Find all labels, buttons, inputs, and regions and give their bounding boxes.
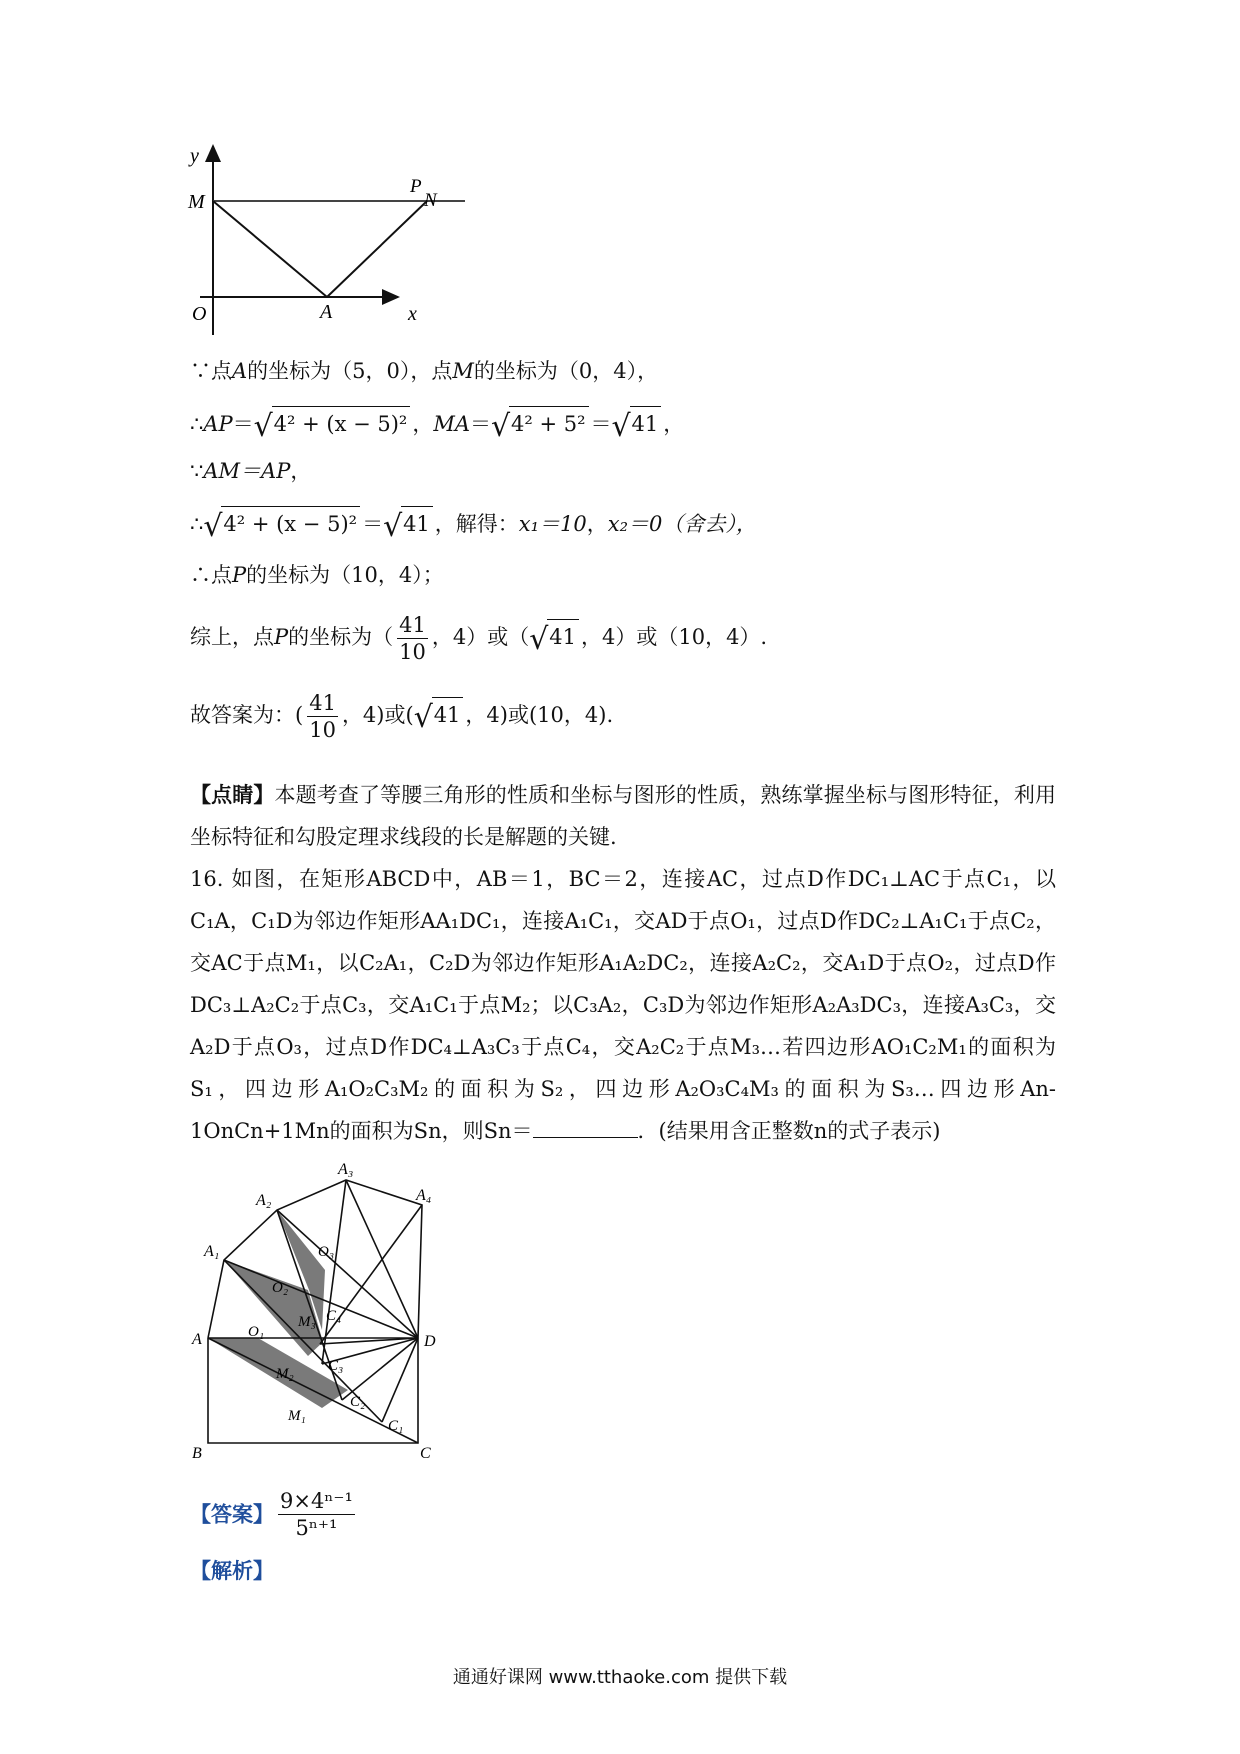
comment-paragraph <box>190 774 1056 858</box>
text: ，4）或（ <box>431 625 530 649</box>
problem-16 <box>190 858 1056 1152</box>
sqrt-expression: √ 4² + (x − 5)² <box>254 406 411 439</box>
text: 的坐标为（5，0），点 <box>247 359 453 383</box>
label-O3: O₃ <box>318 1244 335 1260</box>
solution-line-5 <box>190 560 444 590</box>
therefore-symbol: ∴ <box>190 512 204 536</box>
root-x1: x₁＝10 <box>518 512 587 536</box>
comma: ， <box>663 412 685 436</box>
text: 综上，点 <box>190 625 274 649</box>
equals: ＝ <box>362 512 384 536</box>
label-O2: O₂ <box>272 1280 289 1296</box>
label-A1: A₁ <box>204 1243 220 1260</box>
coordinate-figure <box>180 140 480 340</box>
solution-line-3 <box>190 456 311 486</box>
var-a: A <box>232 359 248 383</box>
solution-line-1 <box>190 356 658 386</box>
because-symbol: ∵ <box>190 459 204 483</box>
label-A: A <box>192 1331 202 1348</box>
text: 的坐标为（0，4）， <box>473 359 659 383</box>
text: 的坐标为（ <box>288 625 394 649</box>
answer-blank <box>533 1117 638 1138</box>
sqrt-41: √ 41 <box>612 406 662 439</box>
text: ∵点 <box>190 359 232 383</box>
label-C4: C₄ <box>326 1308 342 1324</box>
therefore-symbol: ∴ <box>190 412 204 436</box>
label-a: A <box>320 301 333 323</box>
text: ，4）或（10，4）. <box>580 625 768 649</box>
sqrt-expression: √ 4² + (x − 5)² <box>203 506 360 539</box>
label-n: N <box>424 190 437 211</box>
label-x: x <box>408 303 417 325</box>
analysis-tag: 【解析】 <box>190 1558 274 1583</box>
answer-line <box>190 1488 359 1541</box>
equation: AM＝AP <box>203 459 291 483</box>
label-D: D <box>424 1333 436 1350</box>
solution-line-4 <box>190 506 757 544</box>
solution-line-2 <box>190 406 685 444</box>
problem-16-text: 16. 如图，在矩形ABCD中，AB＝1，BC＝2，连接AC，过点D作DC₁⊥AC于点C₁，以C₁A，C₁D为邻边作矩形AA₁DC₁，连接A₁C₁，交AD于点O₁，过点D作DC₂⊥A₁C₁于点C₂，交AC于点M₁，以C₂A₁，C₂D为邻边作矩形A₁A₂DC₂，连接A₂C₂，交A₁D于点O₂，过点D作DC₃⊥A₂C₂于点C₃，交A₁C₁于点M₂；以C₃A₂，C₃D为邻边作矩形A₂A₃DC₃，连接A₃C₃，交A₂D于点O₃，过点D作DC₄⊥A₃C₃于点C₄，交A₂C₂于点M₃…若四边形AO₁C₂M₁的面积为S₁，四边形A₁O₂C₃M₂的面积为S₂，四边形A₂O₃C₄M₃的面积为S₃…四边形An-1OnCn+1Mn的面积为Sn，则Sn＝ <box>190 867 1056 1143</box>
label-O1: O₁ <box>248 1324 265 1340</box>
analysis-line <box>190 1556 274 1586</box>
segment-ap <box>327 201 427 297</box>
text: 故答案为：( <box>190 703 304 727</box>
label-A3: A₃ <box>338 1161 354 1178</box>
label-y: y <box>190 145 199 167</box>
diagonal-ac <box>208 1338 418 1443</box>
label-C1: C₁ <box>388 1418 404 1434</box>
label-C2: C₂ <box>350 1394 366 1410</box>
comment-tag: 【点睛】 <box>190 782 275 807</box>
label-M3: M₃ <box>298 1314 316 1330</box>
root-x2: x₂＝0（舍去）， <box>607 512 757 536</box>
label-A4: A₄ <box>416 1187 432 1204</box>
comma: ， <box>586 512 608 536</box>
segment-ma <box>213 201 327 297</box>
answer-fraction: $\frac{\text{9×4ⁿ⁻¹}}{\text{5ⁿ⁺¹}}$ <box>280 1489 353 1540</box>
sqrt-expression: √ 4² + 5² <box>491 406 589 439</box>
label-M2: M₂ <box>276 1366 294 1382</box>
comma: ， <box>412 412 434 436</box>
comma: ， <box>290 459 312 483</box>
label-B: B <box>192 1445 202 1460</box>
problem-16-tail: ．(结果用含正整数n的式子表示) <box>637 1119 941 1143</box>
var-m: M <box>452 359 474 383</box>
sqrt-41: √ 41 <box>529 619 579 652</box>
text: 的坐标为（10，4）； <box>246 563 444 587</box>
equals: ＝ <box>232 412 254 436</box>
label-C: C <box>420 1445 431 1460</box>
text: ，4)或( <box>341 703 414 727</box>
label-M1: M₁ <box>288 1408 306 1424</box>
equals: ＝ <box>470 412 492 436</box>
var-p: P <box>232 563 247 587</box>
text: ，解得： <box>434 512 519 536</box>
label-m: M <box>188 191 205 213</box>
text: ，4)或(10，4). <box>465 703 614 727</box>
var-ap: AP <box>203 412 233 436</box>
answer-tag: 【答案】 <box>190 1501 274 1527</box>
label-A2: A₂ <box>256 1192 272 1209</box>
text: ∴点 <box>190 563 232 587</box>
equals: ＝ <box>590 412 612 436</box>
label-p: P <box>410 176 422 197</box>
sqrt-41: √ 41 <box>414 697 464 730</box>
var-ma: MA <box>433 412 471 436</box>
solution-line-6 <box>190 612 767 665</box>
fraction-41-10: $\frac{41}{10}$ <box>309 691 336 742</box>
label-o: O <box>192 303 207 325</box>
label-C3: C₃ <box>328 1358 344 1374</box>
sqrt-41: √ 41 <box>383 506 433 539</box>
comment-text: 本题考查了等腰三角形的性质和坐标与图形的性质，熟练掌握坐标与图形特征，利用坐标特征和勾股定理求线段的长是解题的关键. <box>190 783 1056 849</box>
page-footer: 通通好课网 www.tthaoke.com 提供下载 <box>452 1667 788 1688</box>
solution-line-7 <box>190 690 613 743</box>
var-p: P <box>274 625 289 649</box>
rectangle-figure <box>190 1160 480 1460</box>
fraction-41-10: $\frac{41}{10}$ <box>399 613 426 664</box>
